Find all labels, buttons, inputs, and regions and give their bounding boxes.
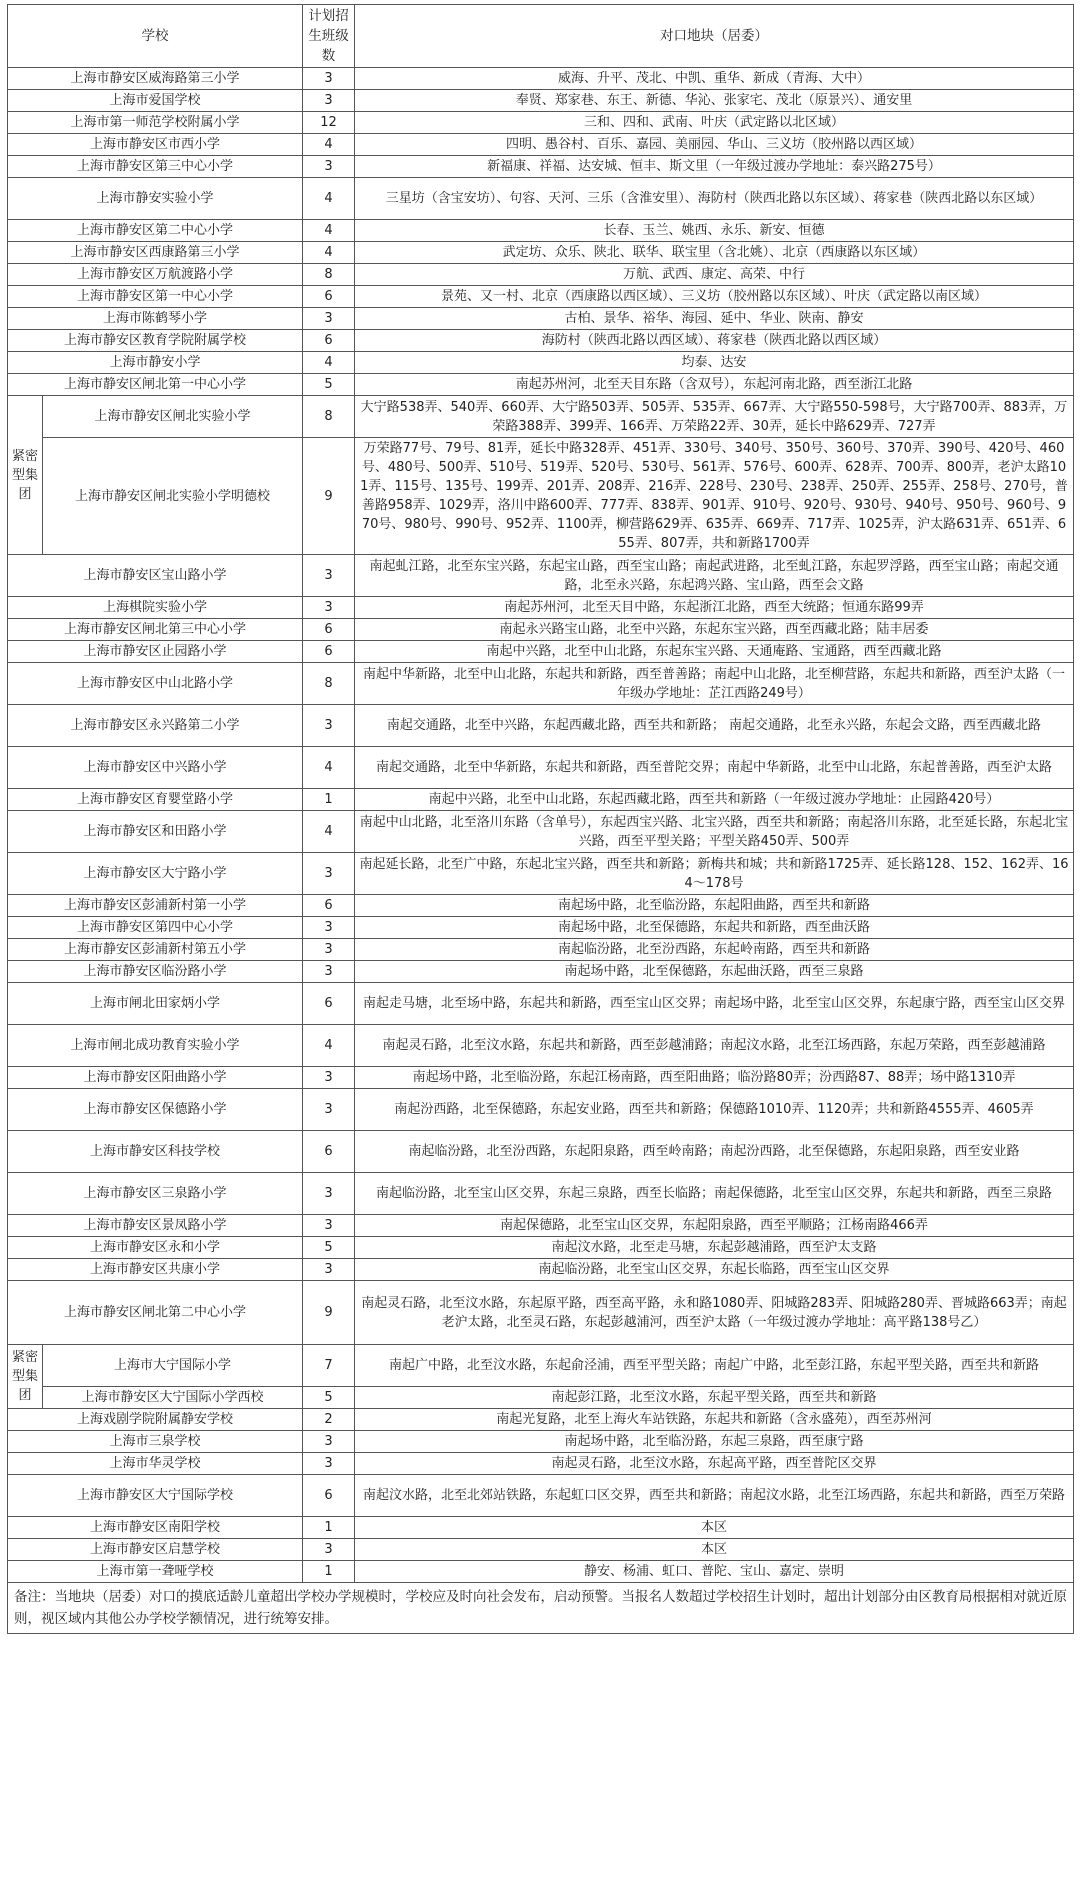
area-cell: 南起光复路，北至上海火车站铁路，东起共和新路（含永盛苑），西至苏州河 <box>355 1409 1074 1431</box>
classes-cell: 4 <box>303 220 355 242</box>
table-row <box>8 1025 1074 1067</box>
classes-cell: 6 <box>303 1475 355 1517</box>
classes-cell: 3 <box>303 1259 355 1281</box>
classes-cell: 6 <box>303 983 355 1025</box>
area-cell: 南起中兴路，北至中山北路，东起东宝兴路、天通庵路、宝通路，西至西藏北路 <box>355 641 1074 663</box>
area-cell: 南起场中路，北至临汾路，东起江杨南路，西至阳曲路；临汾路80弄；汾西路87、88弄；场中路1310弄 <box>355 1067 1074 1089</box>
table-row <box>8 1475 1074 1517</box>
table-row <box>8 705 1074 747</box>
school-cell: 上海市静安区启慧学校 <box>8 1539 303 1561</box>
area-cell: 南起虬江路，北至东宝兴路，东起宝山路，西至宝山路；南起武进路，北至虬江路，东起罗浮路，西至宝山路；南起交通路，北至永兴路，东起鸿兴路、宝山路，西至会文路 <box>355 555 1074 597</box>
header-school: 学校 <box>8 5 303 68</box>
area-cell: 威海、升平、茂北、中凯、重华、新成（青海、大中） <box>355 68 1074 90</box>
classes-cell: 3 <box>303 68 355 90</box>
table-row <box>8 178 1074 220</box>
school-cell: 上海戏剧学院附属静安学校 <box>8 1409 303 1431</box>
table-row <box>8 242 1074 264</box>
table-row <box>8 396 1074 438</box>
school-cell: 上海市静安区彭浦新村第一小学 <box>8 895 303 917</box>
area-cell: 景苑、又一村、北京（西康路以西区域）、三义坊（胶州路以东区域）、叶庆（武定路以南区域） <box>355 286 1074 308</box>
school-cell: 上海市静安区保德路小学 <box>8 1089 303 1131</box>
table-row <box>8 156 1074 178</box>
area-cell: 南起广中路，北至汶水路，东起俞泾浦，西至平型关路；南起广中路，北至彭江路，东起平型关路，西至共和新路 <box>355 1345 1074 1387</box>
school-cell: 上海市爱国学校 <box>8 90 303 112</box>
table-row <box>8 1281 1074 1345</box>
area-cell: 新福康、祥福、达安城、恒丰、斯文里（一年级过渡办学地址：泰兴路275号） <box>355 156 1074 178</box>
school-cell: 上海市静安区闸北第二中心小学 <box>8 1281 303 1345</box>
school-cell: 上海市静安区大宁国际学校 <box>8 1475 303 1517</box>
group-cell: 紧密型集团 <box>8 396 43 555</box>
school-cell: 上海市静安区科技学校 <box>8 1131 303 1173</box>
table-row <box>8 1173 1074 1215</box>
school-cell: 上海市静安区景凤路小学 <box>8 1215 303 1237</box>
school-cell: 上海市静安区教育学院附属学校 <box>8 330 303 352</box>
area-cell: 本区 <box>355 1517 1074 1539</box>
area-cell: 南起交通路，北至中兴路，东起西藏北路，西至共和新路； 南起交通路，北至永兴路，东起会文路，西至西藏北路 <box>355 705 1074 747</box>
table-row <box>8 895 1074 917</box>
classes-cell: 6 <box>303 1131 355 1173</box>
area-cell: 南起场中路，北至保德路，东起共和新路，西至曲沃路 <box>355 917 1074 939</box>
area-cell: 南起场中路，北至临汾路，东起阳曲路，西至共和新路 <box>355 895 1074 917</box>
note-row <box>8 1583 1074 1634</box>
table-row <box>8 438 1074 555</box>
school-cell: 上海市静安区西康路第三小学 <box>8 242 303 264</box>
area-cell: 南起彭江路，北至汶水路，东起平型关路，西至共和新路 <box>355 1387 1074 1409</box>
table-row <box>8 1431 1074 1453</box>
table-row <box>8 1345 1074 1387</box>
school-cell: 上海市华灵学校 <box>8 1453 303 1475</box>
classes-cell: 9 <box>303 1281 355 1345</box>
header-classes: 计划招生班级数 <box>303 5 355 68</box>
classes-cell: 4 <box>303 747 355 789</box>
enrollment-table-container <box>7 4 1073 1634</box>
area-cell: 南起场中路，北至保德路，东起曲沃路，西至三泉路 <box>355 961 1074 983</box>
school-cell: 上海市静安区中山北路小学 <box>8 663 303 705</box>
school-cell: 上海市静安区中兴路小学 <box>8 747 303 789</box>
table-body <box>8 68 1074 1583</box>
classes-cell: 4 <box>303 242 355 264</box>
classes-cell: 3 <box>303 853 355 895</box>
area-cell: 万荣路77号、79号、81弄，延长中路328弄、451弄、330号、340号、350号、360号、370弄、390号、420号、460号、480号、500弄、510号、519弄、520号、530号、561弄、576号、600弄、628弄、700弄、800弄，老沪太路101弄、115号、135号、199弄、201弄、208弄、216弄、228号、230号、238弄、250弄、255弄、258号、270号，普善路958弄、1029弄，洛川中路600弄、777弄、838弄、901弄、910号、920号、930号、940号、950号、960号、970号、980号、990号、952弄、1100弄，柳营路629弄、635弄、669弄、717弄、1025弄，沪太路631弄、651弄、655弄、807弄，共和新路1700弄 <box>355 438 1074 555</box>
table-row <box>8 1215 1074 1237</box>
classes-cell: 6 <box>303 619 355 641</box>
header-row <box>8 5 1074 68</box>
classes-cell: 3 <box>303 917 355 939</box>
table-row <box>8 961 1074 983</box>
school-cell: 上海市静安区威海路第三小学 <box>8 68 303 90</box>
classes-cell: 6 <box>303 330 355 352</box>
school-cell: 上海市静安区彭浦新村第五小学 <box>8 939 303 961</box>
classes-cell: 1 <box>303 1561 355 1583</box>
classes-cell: 1 <box>303 1517 355 1539</box>
classes-cell: 4 <box>303 352 355 374</box>
classes-cell: 3 <box>303 705 355 747</box>
area-cell: 南起场中路，北至临汾路，东起三泉路，西至康宁路 <box>355 1431 1074 1453</box>
classes-cell: 4 <box>303 811 355 853</box>
table-row <box>8 286 1074 308</box>
classes-cell: 7 <box>303 1345 355 1387</box>
school-cell: 上海市闸北田家炳小学 <box>8 983 303 1025</box>
classes-cell: 6 <box>303 895 355 917</box>
classes-cell: 6 <box>303 641 355 663</box>
school-cell: 上海市静安区永和小学 <box>8 1237 303 1259</box>
table-row <box>8 1237 1074 1259</box>
school-cell: 上海市静安区万航渡路小学 <box>8 264 303 286</box>
school-cell: 上海市静安区闸北实验小学明德校 <box>43 438 303 555</box>
area-cell: 南起延长路，北至广中路，东起北宝兴路，西至共和新路；新梅共和城；共和新路1725弄、延长路128、152、162弄、164～178号 <box>355 853 1074 895</box>
table-row <box>8 220 1074 242</box>
classes-cell: 3 <box>303 1453 355 1475</box>
classes-cell: 8 <box>303 396 355 438</box>
classes-cell: 4 <box>303 178 355 220</box>
classes-cell: 3 <box>303 1215 355 1237</box>
table-row <box>8 555 1074 597</box>
table-row <box>8 1387 1074 1409</box>
school-cell: 上海市第一师范学校附属小学 <box>8 112 303 134</box>
area-cell: 南起汶水路，北至走马塘，东起彭越浦路，西至沪太支路 <box>355 1237 1074 1259</box>
area-cell: 南起保德路，北至宝山区交界，东起阳泉路，西至平顺路；江杨南路466弄 <box>355 1215 1074 1237</box>
classes-cell: 3 <box>303 555 355 597</box>
classes-cell: 3 <box>303 597 355 619</box>
classes-cell: 3 <box>303 308 355 330</box>
school-cell: 上海市第一聋哑学校 <box>8 1561 303 1583</box>
area-cell: 海防村（陕西北路以西区域）、蒋家巷（陕西北路以西区域） <box>355 330 1074 352</box>
school-cell: 上海市静安区闸北第三中心小学 <box>8 619 303 641</box>
area-cell: 均泰、达安 <box>355 352 1074 374</box>
group-cell: 紧密型集团 <box>8 1345 43 1409</box>
area-cell: 南起交通路，北至中华新路，东起共和新路，西至普陀交界；南起中华新路，北至中山北路，东起普善路，西至沪太路 <box>355 747 1074 789</box>
header-area: 对口地块（居委） <box>355 5 1074 68</box>
classes-cell: 3 <box>303 1173 355 1215</box>
area-cell: 南起中山北路，北至洛川东路（含单号），东起西宝兴路、北宝兴路，西至共和新路；南起洛川东路，北至延长路，东起北宝兴路，西至平型关路；平型关路450弄、500弄 <box>355 811 1074 853</box>
area-cell: 本区 <box>355 1539 1074 1561</box>
table-row <box>8 853 1074 895</box>
school-cell: 上海市大宁国际小学 <box>43 1345 303 1387</box>
school-cell: 上海市静安区闸北第一中心小学 <box>8 374 303 396</box>
classes-cell: 6 <box>303 286 355 308</box>
school-cell: 上海市静安区共康小学 <box>8 1259 303 1281</box>
school-cell: 上海市静安区大宁路小学 <box>8 853 303 895</box>
school-cell: 上海市静安区第三中心小学 <box>8 156 303 178</box>
area-cell: 南起汶水路，北至北郊站铁路，东起虹口区交界，西至共和新路；南起汶水路，北至江场西路，东起共和新路，西至万荣路 <box>355 1475 1074 1517</box>
area-cell: 南起临汾路，北至汾西路，东起岭南路，西至共和新路 <box>355 939 1074 961</box>
table-row <box>8 939 1074 961</box>
classes-cell: 5 <box>303 1237 355 1259</box>
table-row <box>8 789 1074 811</box>
table-row <box>8 134 1074 156</box>
school-cell: 上海市静安区临汾路小学 <box>8 961 303 983</box>
classes-cell: 3 <box>303 156 355 178</box>
table-row <box>8 90 1074 112</box>
table-row <box>8 619 1074 641</box>
table-row <box>8 1561 1074 1583</box>
area-cell: 南起走马塘，北至场中路，东起共和新路，西至宝山区交界；南起场中路，北至宝山区交界，东起康宁路，西至宝山区交界 <box>355 983 1074 1025</box>
table-row <box>8 264 1074 286</box>
area-cell: 南起中华新路，北至中山北路，东起共和新路，西至普善路；南起中山北路，北至柳营路，东起共和新路，西至沪太路（一年级办学地址：芷江西路249号） <box>355 663 1074 705</box>
classes-cell: 3 <box>303 1431 355 1453</box>
school-cell: 上海市静安区第四中心小学 <box>8 917 303 939</box>
school-cell: 上海市三泉学校 <box>8 1431 303 1453</box>
school-cell: 上海市静安区市西小学 <box>8 134 303 156</box>
classes-cell: 3 <box>303 90 355 112</box>
area-cell: 南起永兴路宝山路，北至中兴路，东起东宝兴路，西至西藏北路；陆丰居委 <box>355 619 1074 641</box>
area-cell: 南起灵石路，北至汶水路，东起高平路，西至普陀区交界 <box>355 1453 1074 1475</box>
school-cell: 上海市静安区宝山路小学 <box>8 555 303 597</box>
table-row <box>8 1539 1074 1561</box>
note-text: 备注：当地块（居委）对口的摸底适龄儿童超出学校办学规模时，学校应及时向社会发布，启动预警。当报名人数超过学校招生计划时，超出计划部分由区教育局根据相对就近原则，视区域内其他公办学校学额情况，进行统筹安排。 <box>8 1583 1074 1634</box>
table-row <box>8 1517 1074 1539</box>
area-cell: 南起中兴路，北至中山北路，东起西藏北路，西至共和新路（一年级过渡办学地址：止园路420号） <box>355 789 1074 811</box>
area-cell: 南起灵石路，北至汶水路，东起原平路，西至高平路，永和路1080弄、阳城路283弄、阳城路280弄、晋城路663弄；南起老沪太路，北至灵石路，东起彭越浦河，西至沪太路（一年级过渡办学地址：高平路138号乙） <box>355 1281 1074 1345</box>
school-cell: 上海棋院实验小学 <box>8 597 303 619</box>
school-cell: 上海市静安区第一中心小学 <box>8 286 303 308</box>
table-row <box>8 1409 1074 1431</box>
area-cell: 长春、玉兰、姚西、永乐、新安、恒德 <box>355 220 1074 242</box>
school-cell: 上海市静安小学 <box>8 352 303 374</box>
enrollment-table <box>7 4 1074 1634</box>
school-cell: 上海市静安区阳曲路小学 <box>8 1067 303 1089</box>
classes-cell: 1 <box>303 789 355 811</box>
school-cell: 上海市静安区大宁国际小学西校 <box>43 1387 303 1409</box>
area-cell: 静安、杨浦、虹口、普陀、宝山、嘉定、崇明 <box>355 1561 1074 1583</box>
classes-cell: 8 <box>303 663 355 705</box>
classes-cell: 2 <box>303 1409 355 1431</box>
classes-cell: 3 <box>303 961 355 983</box>
area-cell: 南起临汾路，北至汾西路，东起阳泉路，西至岭南路；南起汾西路，北至保德路，东起阳泉路，西至安业路 <box>355 1131 1074 1173</box>
classes-cell: 9 <box>303 438 355 555</box>
table-row <box>8 308 1074 330</box>
area-cell: 三星坊（含宝安坊）、句容、天河、三乐（含淮安里）、海防村（陕西北路以东区域）、蒋家巷（陕西北路以东区域） <box>355 178 1074 220</box>
classes-cell: 5 <box>303 374 355 396</box>
school-cell: 上海市陈鹤琴小学 <box>8 308 303 330</box>
table-row <box>8 811 1074 853</box>
area-cell: 奉贤、郑家巷、东王、新德、华沁、张家宅、茂北（原景兴）、通安里 <box>355 90 1074 112</box>
classes-cell: 4 <box>303 134 355 156</box>
area-cell: 大宁路538弄、540弄、660弄、大宁路503弄、505弄、535弄、667弄、大宁路550-598号，大宁路700弄、883弄，万荣路388弄、399弄、166弄、万荣路22弄、30弄，延长中路629弄、727弄 <box>355 396 1074 438</box>
table-row <box>8 374 1074 396</box>
table-row <box>8 747 1074 789</box>
classes-cell: 5 <box>303 1387 355 1409</box>
table-row <box>8 1453 1074 1475</box>
classes-cell: 3 <box>303 1089 355 1131</box>
classes-cell: 8 <box>303 264 355 286</box>
classes-cell: 3 <box>303 939 355 961</box>
area-cell: 武定坊、众乐、陕北、联华、联宝里（含北姚）、北京（西康路以东区域） <box>355 242 1074 264</box>
school-cell: 上海市静安区闸北实验小学 <box>43 396 303 438</box>
area-cell: 南起苏州河，北至天目中路，东起浙江北路，西至大统路；恒通东路99弄 <box>355 597 1074 619</box>
school-cell: 上海市静安实验小学 <box>8 178 303 220</box>
table-row <box>8 641 1074 663</box>
table-row <box>8 597 1074 619</box>
school-cell: 上海市静安区和田路小学 <box>8 811 303 853</box>
table-row <box>8 330 1074 352</box>
table-row <box>8 352 1074 374</box>
area-cell: 三和、四和、武南、叶庆（武定路以北区域） <box>355 112 1074 134</box>
table-row <box>8 1089 1074 1131</box>
school-cell: 上海市闸北成功教育实验小学 <box>8 1025 303 1067</box>
table-row <box>8 1067 1074 1089</box>
table-row <box>8 112 1074 134</box>
area-cell: 古柏、景华、裕华、海园、延中、华业、陕南、静安 <box>355 308 1074 330</box>
area-cell: 南起汾西路，北至保德路，东起安业路，西至共和新路；保德路1010弄、1120弄；共和新路4555弄、4605弄 <box>355 1089 1074 1131</box>
table-row <box>8 68 1074 90</box>
school-cell: 上海市静安区永兴路第二小学 <box>8 705 303 747</box>
classes-cell: 4 <box>303 1025 355 1067</box>
classes-cell: 3 <box>303 1539 355 1561</box>
area-cell: 万航、武西、康定、高荣、中行 <box>355 264 1074 286</box>
school-cell: 上海市静安区育婴堂路小学 <box>8 789 303 811</box>
table-row <box>8 983 1074 1025</box>
table-row <box>8 1259 1074 1281</box>
area-cell: 南起灵石路，北至汶水路，东起共和新路，西至彭越浦路；南起汶水路，北至江场西路，东起万荣路，西至彭越浦路 <box>355 1025 1074 1067</box>
school-cell: 上海市静安区第二中心小学 <box>8 220 303 242</box>
area-cell: 南起临汾路，北至宝山区交界，东起长临路，西至宝山区交界 <box>355 1259 1074 1281</box>
table-row <box>8 917 1074 939</box>
table-row <box>8 1131 1074 1173</box>
table-row <box>8 663 1074 705</box>
school-cell: 上海市静安区止园路小学 <box>8 641 303 663</box>
area-cell: 南起苏州河，北至天目东路（含双号），东起河南北路，西至浙江北路 <box>355 374 1074 396</box>
area-cell: 四明、愚谷村、百乐、嘉园、美丽园、华山、三义坊（胶州路以西区域） <box>355 134 1074 156</box>
school-cell: 上海市静安区三泉路小学 <box>8 1173 303 1215</box>
classes-cell: 3 <box>303 1067 355 1089</box>
area-cell: 南起临汾路，北至宝山区交界，东起三泉路，西至长临路；南起保德路，北至宝山区交界，东起共和新路，西至三泉路 <box>355 1173 1074 1215</box>
school-cell: 上海市静安区南阳学校 <box>8 1517 303 1539</box>
classes-cell: 12 <box>303 112 355 134</box>
